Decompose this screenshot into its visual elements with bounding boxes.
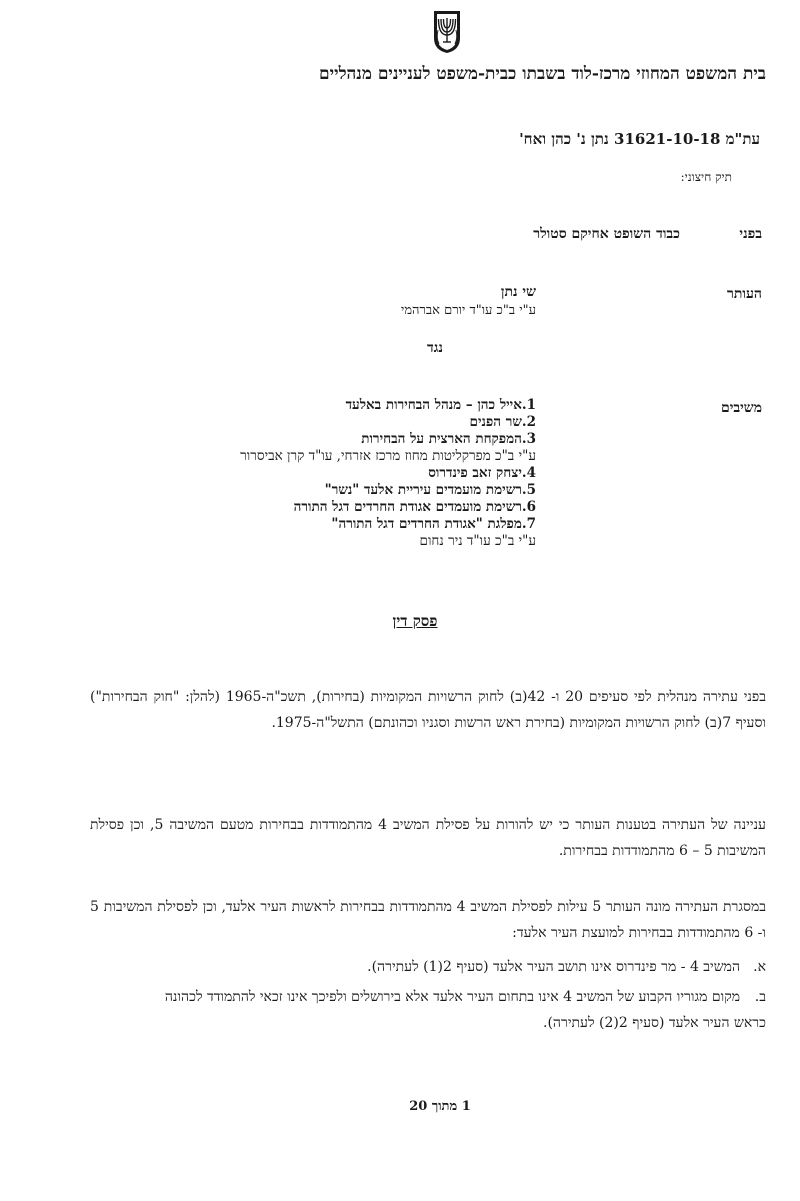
respondent-item: 4.יצחק זאב פינדרוס bbox=[428, 465, 536, 481]
external-file-label: תיק חיצוני: bbox=[680, 170, 732, 184]
state-emblem-icon bbox=[432, 8, 462, 54]
body-paragraph-3: במסגרת העתירה מונה העותר 5 עילות לפסילת המשיב 4 מהתמודדות בבחירות לראשות העיר אלעד, וכן לפסילת המשיבות 5 ו- 6 מהתמודדות בבחירות למועצת העיר אלעד: bbox=[90, 899, 767, 941]
document-title: פסק דין bbox=[392, 612, 438, 630]
bench-label: בפני bbox=[739, 226, 762, 242]
case-number: עת"מ 31621-10-18 נתן נ' כהן ואח' bbox=[519, 130, 760, 148]
sub-item-mark: א. bbox=[753, 959, 766, 975]
sub-item-mark: ב. bbox=[754, 989, 766, 1005]
body-paragraph-2: עניינה של העתירה בטענות העותר כי יש להורות על פסילת המשיב 4 מהתמודדות בבחירות מטעם המשיבה 5, וכן פסילת המשיבות 5 – 6 מהתמודדות בבחירות. bbox=[90, 817, 766, 859]
petitioner-representation: ע"י ב"כ עו"ד יורם אברהמי bbox=[400, 303, 536, 318]
sub-item-text: המשיב 4 - מר פינדרוס אינו תושב העיר אלעד (סעיף 2(1) לעתירה). bbox=[367, 959, 740, 975]
judge-name: כבוד השופט אחיקם סטולר bbox=[533, 226, 680, 242]
respondents-list bbox=[90, 397, 536, 550]
respondent-item: 3.המפקחת הארצית על הבחירות bbox=[361, 431, 536, 447]
versus-label: נגד bbox=[427, 340, 443, 356]
respondent-item: 5.רשימת מועמדים עיריית אלעד "נשר" bbox=[324, 482, 536, 498]
respondent-representation: ע"י ב"כ עו"ד ניר נחום bbox=[419, 533, 536, 549]
sub-item-b bbox=[150, 984, 766, 1036]
respondent-item: 1.אייל כהן – מנהל הבחירות באלעד bbox=[345, 397, 536, 413]
sub-item-text: מקום מגוריו הקבוע של המשיב 4 אינו בתחום העיר אלעד אלא בירושלים ולפיכך אינו זכאי להתמודד לכהונה כראש העיר אלעד (סעיף 2(2) לעתירה). bbox=[164, 989, 766, 1031]
respondent-representation: ע"י ב"כ מפרקליטות מחוז מרכז אזרחי, עו"ד קרן אביסרור bbox=[240, 448, 536, 464]
court-name: בית המשפט המחוזי מרכז-לוד בשבתו כבית-משפט לעניינים מנהליים bbox=[319, 64, 766, 84]
respondents-label: משיבים bbox=[720, 400, 762, 416]
respondent-item: 7.מפלגת "אגודת החרדים דגל התורה" bbox=[331, 516, 536, 532]
respondent-item: 6.רשימת מועמדים אגודת החרדים דגל התורה bbox=[293, 499, 536, 515]
petitioner-label: העותר bbox=[727, 286, 762, 302]
sub-item-a bbox=[150, 954, 766, 980]
petitioner-name: שי נתן bbox=[500, 284, 536, 300]
respondent-item: 2.שר הפנים bbox=[469, 414, 536, 430]
body-paragraph-1: בפני עתירה מנהלית לפי סעיפים 20 ו- 42(ב) לחוק הרשויות המקומיות (בחירות), תשכ"ה-1965 (להלן: "חוק הבחירות") וסעיף 7(ב) לחוק הרשויות המקומיות (בחירת ראש הרשות וסגניו וכהונתם) התשל"ה-1975. bbox=[90, 689, 767, 731]
page-number: 1 מתוך 20 bbox=[409, 1099, 471, 1114]
